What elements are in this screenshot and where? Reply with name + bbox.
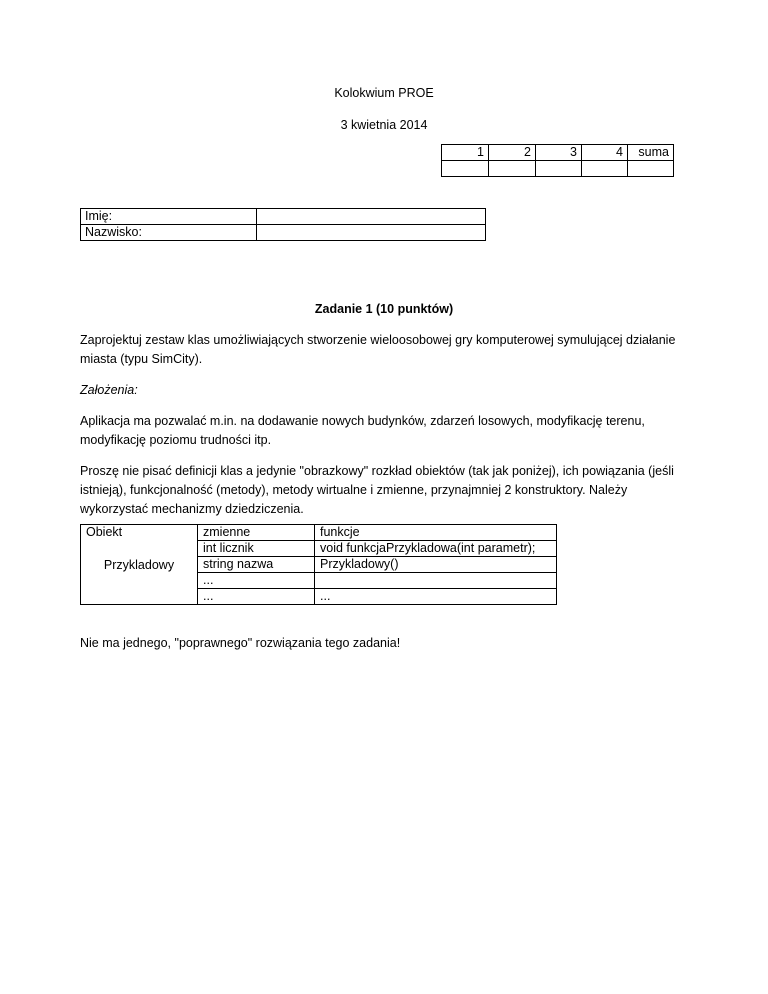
- score-value-row: [442, 161, 674, 177]
- function-cell: ...: [315, 589, 557, 605]
- first-name-row: [81, 209, 486, 225]
- last-name-row: [81, 225, 486, 241]
- score-header-cell: 2: [489, 145, 536, 161]
- variable-cell: ...: [198, 573, 315, 589]
- object-table-row: [81, 557, 557, 573]
- assumptions-text: Aplikacja ma pozwalać m.in. na dodawanie nowych budynków, zdarzeń losowych, modyfikację terenu, modyfikację poziomu trudności itp.: [80, 414, 645, 447]
- instructions-text: Proszę nie pisać definicji klas a jedynie "obrazkowy" rozkład obiektów (tak jak poniżej), ich powiązania (jeśli istnieją), funkcjonalność (metody), metody wirtualne i zmienne, przynajmniej 2 konstruktory. Należy wykorzystać mechanizmy dziedziczenia.: [80, 464, 674, 516]
- student-info-table: [80, 208, 486, 241]
- score-value-cell[interactable]: [489, 161, 536, 177]
- score-header-cell: suma: [628, 145, 674, 161]
- score-value-cell[interactable]: [442, 161, 489, 177]
- object-table-row: [81, 541, 557, 557]
- task-note: Nie ma jednego, "poprawnego" rozwiązania tego zadania!: [80, 636, 401, 650]
- document-date: 3 kwietnia 2014: [340, 118, 428, 132]
- score-value-cell[interactable]: [536, 161, 582, 177]
- score-value-cell[interactable]: [628, 161, 674, 177]
- object-table-row: [81, 525, 557, 541]
- function-cell: [315, 573, 557, 589]
- variable-cell: string nazwa: [198, 557, 315, 573]
- score-value-cell[interactable]: [582, 161, 628, 177]
- variable-cell: int licznik: [198, 541, 315, 557]
- object-name: Przykladowy: [81, 557, 198, 573]
- score-table: [441, 144, 674, 177]
- function-cell: void funkcjaPrzykladowa(int parametr);: [315, 541, 557, 557]
- variable-cell: zmienne: [198, 525, 315, 541]
- object-column-header: Obiekt: [81, 525, 198, 541]
- function-cell: Przykladowy(): [315, 557, 557, 573]
- example-object-table: [80, 524, 557, 605]
- score-header-cell: 4: [582, 145, 628, 161]
- object-cell: [81, 589, 198, 605]
- task-intro: Zaprojektuj zestaw klas umożliwiających stworzenie wieloosobowej gry komputerowej symulującej działanie miasta (typu SimCity).: [80, 333, 676, 366]
- score-header-cell: 3: [536, 145, 582, 161]
- last-name-field[interactable]: [257, 225, 486, 241]
- task-title: Zadanie 1 (10 punktów): [314, 302, 454, 316]
- document-title: Kolokwium PROE: [334, 86, 434, 100]
- function-cell: funkcje: [315, 525, 557, 541]
- object-table-row: [81, 573, 557, 589]
- last-name-label: Nazwisko:: [81, 225, 257, 241]
- first-name-field[interactable]: [257, 209, 486, 225]
- score-header-row: [442, 145, 674, 161]
- object-cell: [81, 573, 198, 589]
- object-table-row: [81, 589, 557, 605]
- first-name-label: Imię:: [81, 209, 257, 225]
- score-header-cell: 1: [442, 145, 489, 161]
- object-cell: [81, 541, 198, 557]
- variable-cell: ...: [198, 589, 315, 605]
- assumptions-label: Założenia:: [80, 383, 138, 397]
